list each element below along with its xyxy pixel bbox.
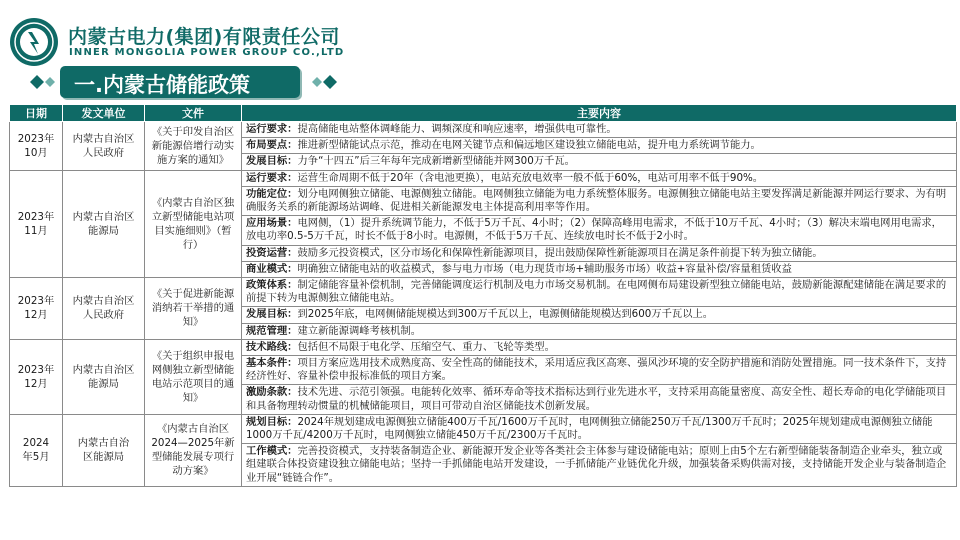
content-item-key: 工作模式： [246,445,298,458]
section-banner [0,64,960,100]
content-item-key: 激励条款： [246,386,298,399]
row-date [10,122,63,171]
content-item-text: 项目方案应选用技术成熟度高、安全性高的储能技术，采用适应我区高寒、强风沙环境的安全防护措施和消防处置措施。同一技术条件下，支持经济性好、容量补偿申报标准低的项目方案。 [246,357,947,383]
row-content [242,339,957,414]
row-content [242,170,957,277]
row-document [145,278,242,340]
row-document-text: 《内蒙古自治区2024—2025年新型储能发展专项行动方案》 [151,423,235,478]
row-date [10,414,63,486]
row-document [145,122,242,171]
content-item [242,324,956,339]
row-issuing-unit-text: 内蒙古自治区 能源局 [72,363,135,390]
table-row [10,122,957,171]
table-row [10,170,957,277]
content-item [242,307,956,323]
row-content [242,122,957,171]
content-item [242,262,956,277]
content-item-text: 提高储能电站整体调峰能力、调频深度和响应速率，增强供电可靠性。 [297,123,617,135]
content-item [242,385,956,413]
row-issuing-unit-text: 内蒙古自治区 人民政府 [72,295,135,322]
row-issuing-unit [63,278,145,340]
content-item-text: 建立新能源调峰考核机制。 [297,324,422,337]
table-row [10,339,957,414]
section-title-box [60,66,300,98]
content-item-text: 鼓励多元投资模式，区分市场化和保障性新能源项目，提出鼓励保障性新能源项目在满足条件前提下转为独立储能。 [297,246,823,259]
row-date-text: 2023年 12月 [17,295,55,322]
content-item-text: 技术先进、示范引领强。电能转化效率、循环寿命等技术指标达到行业先进水平，支持采用高能量密度、高安全性、超长寿命的电化学储能项目和具备物理转动惯量的机械储能项目，项目可带动自治区储能技术创新发展。 [246,386,947,412]
content-item-text: 运营生命周期不低于20年（含电池更换），电站充放电效率一般不低于60%，电站可用率不低于90%。 [297,171,764,184]
content-item-text: 推进新型储能试点示范，推动在电网关键节点和偏远地区建设独立储能电站，提升电力系统调节能力。 [297,139,761,152]
company-name-en: INNER MONGOLIA POWER GROUP CO.,LTD [69,47,345,58]
row-document-text: 《关于促进新能源消纳若干举措的通知》 [151,288,235,329]
row-issuing-unit [63,170,145,277]
page-header [0,0,960,62]
row-date-text: 2023年 11月 [17,210,55,237]
row-document [145,414,242,486]
header-date: 日期 [10,105,63,122]
row-issuing-unit [63,339,145,414]
content-item [242,246,956,262]
row-date-text: 2024 年5月 [22,437,50,464]
content-item-key: 规范管理： [246,324,298,337]
row-document-text: 《内蒙古自治区独立新型储能电站项目实施细则》（暂行） [151,196,235,251]
header-unit: 发文单位 [63,105,145,122]
row-issuing-unit [63,122,145,171]
row-date-text: 2023年 12月 [17,363,55,390]
content-item [242,187,956,216]
content-item [242,216,956,245]
content-item-text: 到2025年底，电网侧储能规模达到300万千瓦以上，电源侧储能规模达到600万千瓦以上。 [297,308,714,321]
content-item-key: 运行要求： [246,123,298,135]
content-item-key: 商业模式： [246,262,298,275]
content-item [242,356,956,385]
inner-mongolia-power-logo-icon [8,16,60,68]
header-doc: 文件 [145,105,242,122]
content-item-key: 发展目标： [246,155,298,168]
content-item-text: 明确独立储能电站的收益模式，参与电力市场（电力现货市场+辅助服务市场）收益+容量补偿/容量租赁收益 [297,262,792,275]
row-date [10,278,63,340]
content-item-text: 2024年规划建成电源侧独立储能400万千瓦/1600万千瓦时，电网侧独立储能250万千瓦/1300万千瓦时；2025年规划建成电源侧独立储能1000万千瓦/4200万千瓦时，电网侧独立储能450万千瓦/2300万千瓦时。 [246,415,933,442]
content-item-text: 包括但不局限于电化学、压缩空气、重力、飞轮等类型。 [297,340,555,353]
row-issuing-unit [63,414,145,486]
row-document [145,339,242,414]
table-row [10,278,957,340]
table-header-row [10,105,957,122]
content-item [242,444,956,486]
content-item-key: 规划目标： [246,415,298,428]
content-item [242,278,956,307]
content-item-text: 电网侧，（1）提升系统调节能力，不低于5万千瓦、4小时；（2）保障高峰用电需求，不低于10万千瓦、4小时；（3）解决末端电网用电需求，放电功率0.5-5万千瓦，时长不低于8小时。电源侧，不低于5万千瓦、连续放电时长不低于2小时。 [246,217,942,243]
content-item-text: 制定储能容量补偿机制，完善储能调度运行机制及电力市场交易机制。在电网侧布局建设新型独立储能电站，鼓励新能源配建储能在满足要求的前提下转为电源侧独立储能电站。 [246,279,947,305]
content-item [242,340,956,356]
content-item-key: 运行要求： [246,171,298,184]
content-item [242,138,956,154]
row-issuing-unit-text: 内蒙古自治 区能源局 [77,437,130,464]
content-item [242,122,956,138]
row-date [10,339,63,414]
content-item [242,415,956,444]
row-date [10,170,63,277]
content-item-key: 技术路线： [246,340,298,353]
content-item-key: 布局要点： [246,139,298,152]
diamond-decoration-left-icon [30,75,60,89]
row-document-text: 《关于印发自治区新能源倍增行动实施方案的通知》 [151,125,235,166]
row-issuing-unit-text: 内蒙古自治区 人民政府 [72,132,135,159]
content-item-key: 基本条件： [246,357,298,370]
company-name-cn: 内蒙古电力(集团)有限责任公司 [68,26,340,48]
header-content: 主要内容 [242,105,957,122]
table-row [10,414,957,486]
content-item-text: 划分电网侧独立储能、电源侧独立储能。电网侧独立储能为电力系统整体服务。电源侧独立储能电站主要发挥满足新能源并网运行要求、为有明确服务关系的新能源场站调峰、促进相关新能源发电主体提高利用率等作用。 [246,187,947,214]
diamond-decoration-right-icon [307,75,337,89]
row-content [242,414,957,486]
row-content [242,278,957,340]
content-item-key: 政策体系： [246,279,298,292]
row-document [145,170,242,277]
content-item-key: 功能定位： [246,187,298,200]
content-item-key: 投资运营： [246,246,298,259]
section-title: 一.内蒙古储能政策 [74,73,250,97]
row-document-text: 《关于组织申报电网侧独立新型储能电站示范项目的通知》 [151,349,235,404]
content-item [242,154,956,169]
row-date-text: 2023年 10月 [17,132,55,159]
content-item-text: 力争“十四五”后三年每年完成新增新型储能并网300万千瓦。 [297,155,575,168]
content-item-text: 完善投资模式，支持装备制造企业、新能源开发企业等各类社会主体参与建设储能电站；原则上由5个左右新型储能装备制造企业牵头，独立或组建联合体投资建设独立储能电站；坚持一手抓储能电站开发建设，一手抓储能产业链优化升级，加强装备采购供需对接，支持储能开发企业与装备制造企业开展“链链合作”。 [246,445,947,484]
content-item-key: 发展目标： [246,308,298,321]
content-item [242,171,956,187]
content-item-key: 应用场景： [246,217,298,230]
policy-table [9,104,957,487]
row-issuing-unit-text: 内蒙古自治区 能源局 [72,210,135,237]
